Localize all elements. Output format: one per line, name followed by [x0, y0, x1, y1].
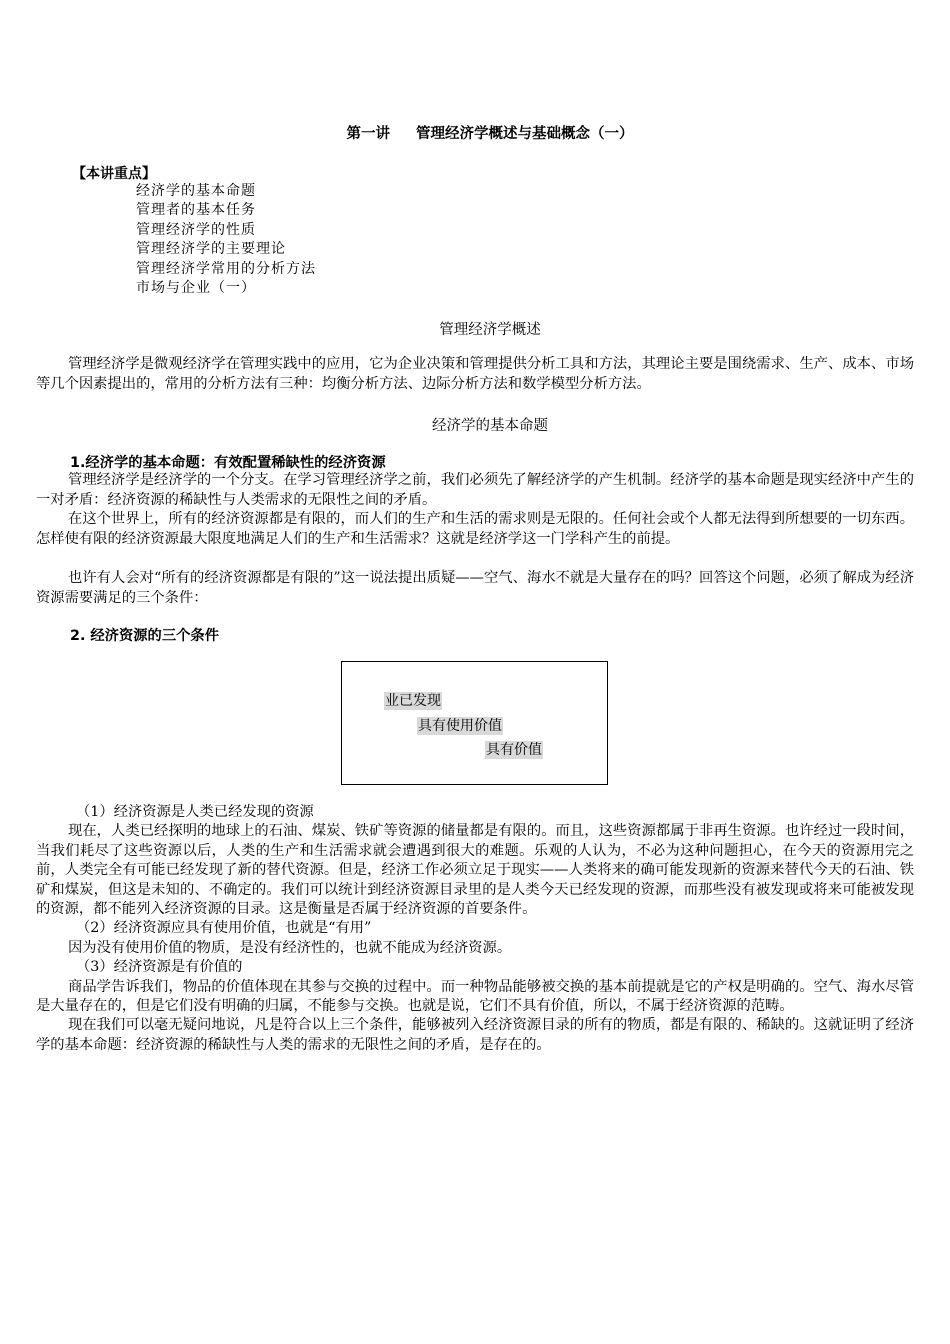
condition-3-title: （3）经济资源是有价值的: [76, 959, 243, 976]
diagram-label-use-value: 具有使用价值: [418, 718, 502, 734]
key-points-list: [136, 182, 316, 298]
paragraph: 也许有人会对“所有的经济资源都是有限的”这一说法提出质疑——空气、海水不就是大量存在的吗？回答这个问题，必须了解成为经济资源需要满足的三个条件：: [36, 570, 914, 606]
key-point-item: 经济学的基本命题: [136, 183, 256, 199]
overview-paragraph: 管理经济学是微观经济学在管理实践中的应用，它为企业决策和管理提供分析工具和方法，其理论主要是围绕需求、生产、成本、市场等几个因素提出的，常用的分析方法有三种：均衡分析方法、边际分析方法和数学模型分析方法。: [36, 356, 914, 392]
paragraph: 管理经济学是经济学的一个分支。在学习管理经济学之前，我们必须先了解经济学的产生机制。经济学的基本命题是现实经济中产生的一对矛盾：经济资源的稀缺性与人类需求的无限性之间的矛盾。: [36, 472, 914, 508]
key-point-item: 管理者的基本任务: [136, 202, 256, 219]
overview-heading: 管理经济学概述: [439, 322, 541, 338]
conditions-text: [36, 803, 914, 1055]
condition-2-title: （2）经济资源应具有使用价值，也就是“有用”: [76, 920, 372, 937]
lecture-topic: 管理经济学概述与基础概念（一）: [416, 126, 634, 142]
condition-3-text: 商品学告诉我们，物品的价值体现在其参与交换的过程中。而一种物品能够被交换的基本前提就是它的产权是明确的。空气、海水尽管是大量存在的，但是它们没有明确的归属，不能参与交换。也就是说，它们不具有价值，所以，不属于经济资源的范畴。: [36, 978, 914, 1015]
subheading-proposition: 1.经济学的基本命题：有效配置稀缺性的经济资源: [70, 455, 386, 471]
subheading-conditions: 2. 经济资源的三个条件: [70, 628, 220, 644]
key-point-item: 管理经济学常用的分析方法: [136, 260, 316, 277]
diagram-label-discovered: 业已发现: [385, 693, 441, 709]
lecture-number: 第一讲: [346, 126, 390, 142]
conclusion-paragraph: 现在我们可以毫无疑问地说，凡是符合以上三个条件，能够被列入经济资源目录的所有的物质，都是有限的、稀缺的。这就证明了经济学的基本命题：经济资源的稀缺性与人类的需求的无限性之间的矛盾，是存在的。: [36, 1017, 914, 1053]
key-points-heading: 【本讲重点】: [72, 166, 156, 182]
paragraph: 在这个世界上，所有的经济资源都是有限的，而人们的生产和生活的需求则是无限的。任何社会或个人都无法得到所想要的一切东西。怎样使有限的经济资源最大限度地满足人们的生产和生活需求？这就是经济学这一门学科产生的前提。: [36, 511, 914, 547]
condition-1-text: 现在，人类已经探明的地球上的石油、煤炭、铁矿等资源的储量都是有限的。而且，这些资源都属于非再生资源。也许经过一段时间，当我们耗尽了这些资源以后，人类的生产和生活需求就会遭遇到很大的难题。乐观的人认为，不必为这种问题担心，在今天的资源用完之前，人类完全有可能已经发现了新的替代资源。但是，经济工作必须立足于现实——人类将来的确可能发现新的资源来替代今天的石油、铁矿和煤炭，但这是未知的、不确定的。我们可以统计到经济资源目录里的是人类今天已经发现的资源，而那些没有被发现或将来可能被发现的资源，都不能列入经济资源的目录。这是衡量是否属于经济资源的首要条件。: [36, 823, 914, 918]
condition-2-text: 因为没有使用价值的物质，是没有经济性的，也就不能成为经济资源。: [68, 939, 512, 956]
key-point-item: 管理经济学的主要理论: [136, 241, 286, 258]
diagram-label-value: 具有价值: [486, 742, 542, 758]
condition-1-title: （1）经济资源是人类已经发现的资源: [76, 804, 314, 820]
key-point-item: 市场与企业（一）: [136, 280, 256, 297]
conditions-diagram: [341, 661, 608, 785]
lecture-title: [0, 122, 950, 143]
section-heading: 经济学的基本命题: [432, 418, 548, 434]
key-point-item: 管理经济学的性质: [136, 221, 256, 238]
